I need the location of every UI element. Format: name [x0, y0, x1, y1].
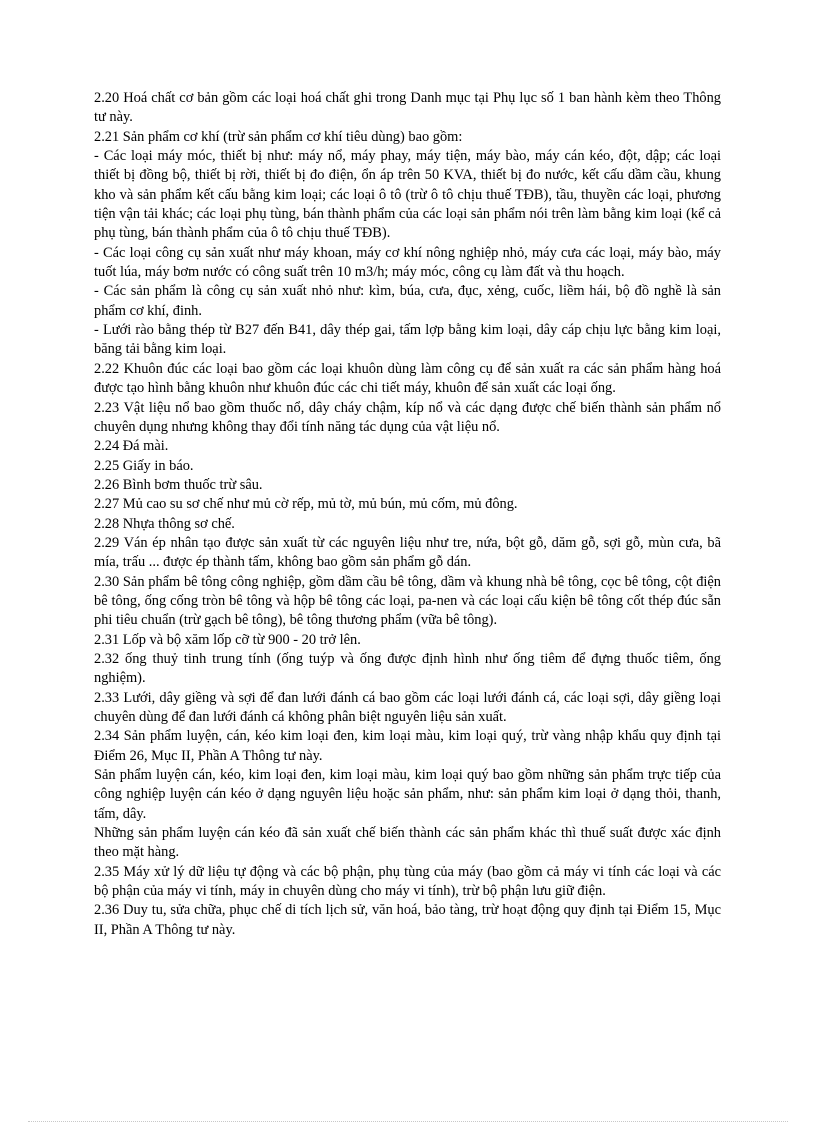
paragraph-2-28: 2.28 Nhựa thông sơ chế. [94, 515, 235, 532]
paragraph-2-34-processed: Những sản phẩm luyện cán kéo đã sản xuất chế biến thành các sản phẩm khác thì thuế suất được xác định theo mặt hàng. [94, 825, 721, 861]
paragraph-2-22: 2.22 Khuôn đúc các loại bao gồm các loại khuôn dùng làm công cụ để sản xuất ra các sản phẩm hàng hoá được tạo hình bằng khuôn như khuôn đúc các chi tiết máy, khuôn để sản xuất các loại ống. [94, 360, 721, 397]
paragraph-2-21-production-tools: - Các loại công cụ sản xuất như máy khoan, máy cơ khí nông nghiệp nhỏ, máy cưa các loại, máy bào, máy tuốt lúa, máy bơm nước có công suất trên 10 m3/h; máy móc, công cụ làm đất và thu hoạch. [94, 244, 721, 281]
paragraph-2-29: 2.29 Ván ép nhân tạo được sản xuất từ các nguyên liệu như tre, nứa, bột gỗ, dăm gỗ, sợi gỗ, mùn cưa, bã mía, trấu ... được ép thành tấm, không bao gồm sản phẩm gỗ dán. [94, 534, 721, 571]
paragraph-2-21-machinery: - Các loại máy móc, thiết bị như: máy nổ, máy phay, máy tiện, máy bào, máy cán kéo, đột, dập; các loại thiết bị đồng bộ, thiết bị rời, thiết bị đo điện, ổn áp trên 50 KVA, thiết bị đo nước, kết cấu dầm cầu, khung kho và sản phẩm kết cấu bằng kim loại; các loại ô tô (trừ ô tô chịu thuế TĐB), tầu, thuyền các loại, phương tiện vận tải khác; các loại phụ tùng, bán thành phẩm của các loại sản phẩm nói trên làm bằng kim loại (kể cả phụ tùng, bán thành phẩm của ô tô chịu thuế TĐB). [94, 148, 721, 242]
paragraph-2-24: 2.24 Đá mài. [94, 438, 169, 455]
paragraph-2-30: 2.30 Sản phẩm bê tông công nghiệp, gồm dầm cầu bê tông, dầm và khung nhà bê tông, cọc bê tông, cột điện bê tông, ống cống tròn bê tông và hộp bê tông các loại, pa-nen và các loại cấu kiện bê tông cốt thép đúc sẵn phi tiêu chuẩn (trừ gạch bê tông), bê tông thương phẩm (vữa bê tông). [94, 573, 721, 629]
paragraph-2-26: 2.26 Bình bơm thuốc trừ sâu. [94, 476, 263, 493]
paragraph-2-25: 2.25 Giấy in báo. [94, 457, 194, 474]
page-bottom-divider [28, 1121, 788, 1122]
document-body [94, 89, 721, 940]
paragraph-2-35: 2.35 Máy xử lý dữ liệu tự động và các bộ phận, phụ tùng của máy (bao gồm cả máy vi tính các loại và các bộ phận của máy vi tính, máy in chuyên dùng cho máy vi tính), trừ bộ phận lưu giữ điện. [94, 863, 721, 900]
paragraph-2-23: 2.23 Vật liệu nổ bao gồm thuốc nổ, dây cháy chậm, kíp nổ và các dạng được chế biến thành sản phẩm nổ chuyên dụng nhưng không thay đổi tính năng tác dụng của vật liệu nổ. [94, 399, 721, 435]
paragraph-2-31: 2.31 Lốp và bộ xăm lốp cỡ từ 900 - 20 trở lên. [94, 631, 361, 648]
paragraph-2-27: 2.27 Mủ cao su sơ chế như mủ cờ rếp, mủ tờ, mủ bún, mủ cốm, mủ đông. [94, 496, 518, 513]
paragraph-2-34: 2.34 Sản phẩm luyện, cán, kéo kim loại đen, kim loại màu, kim loại quý, trừ vàng nhập khẩu quy định tại Điểm 26, Mục II, Phần A Thông tư này. [94, 728, 721, 764]
paragraph-2-21-small-tools: - Các sản phẩm là công cụ sản xuất nhỏ như: kìm, búa, cưa, đục, xẻng, cuốc, liềm hái, bộ đồ nghề là sản phẩm cơ khí, đinh. [94, 283, 721, 319]
paragraph-2-21-steel-mesh: - Lưới rào bằng thép từ B27 đến B41, dây thép gai, tấm lợp bằng kim loại, dây cáp chịu lực bằng kim loại, băng tải bằng kim loại. [94, 322, 721, 358]
paragraph-2-33: 2.33 Lưới, dây giềng và sợi để đan lưới đánh cá bao gồm các loại lưới đánh cá, các loại sợi, dây giềng loại chuyên dùng để đan lưới đánh cá không phân biệt nguyên liệu sản xuất. [94, 689, 721, 725]
paragraph-2-32: 2.32 ống thuỷ tinh trung tính (ống tuýp và ống được định hình như ống tiêm để đựng thuốc tiêm, ống nghiệm). [94, 650, 721, 687]
paragraph-2-20: 2.20 Hoá chất cơ bản gồm các loại hoá chất ghi trong Danh mục tại Phụ lục số 1 ban hành kèm theo Thông tư này. [94, 90, 721, 126]
paragraph-2-21: 2.21 Sản phẩm cơ khí (trừ sản phẩm cơ khí tiêu dùng) bao gồm: [94, 128, 463, 145]
paragraph-2-34-definition: Sản phẩm luyện cán, kéo, kim loại đen, kim loại màu, kim loại quý bao gồm những sản phẩm trực tiếp của công nghiệp luyện cán kéo ở dạng nguyên liệu hoặc sản phẩm, như: sản phẩm kim loại ở dạng thỏi, thanh, tấm, dây. [94, 767, 721, 822]
paragraph-2-36: 2.36 Duy tu, sửa chữa, phục chế di tích lịch sử, văn hoá, bảo tàng, trừ hoạt động quy định tại Điểm 15, Mục II, Phần A Thông tư này. [94, 902, 721, 938]
